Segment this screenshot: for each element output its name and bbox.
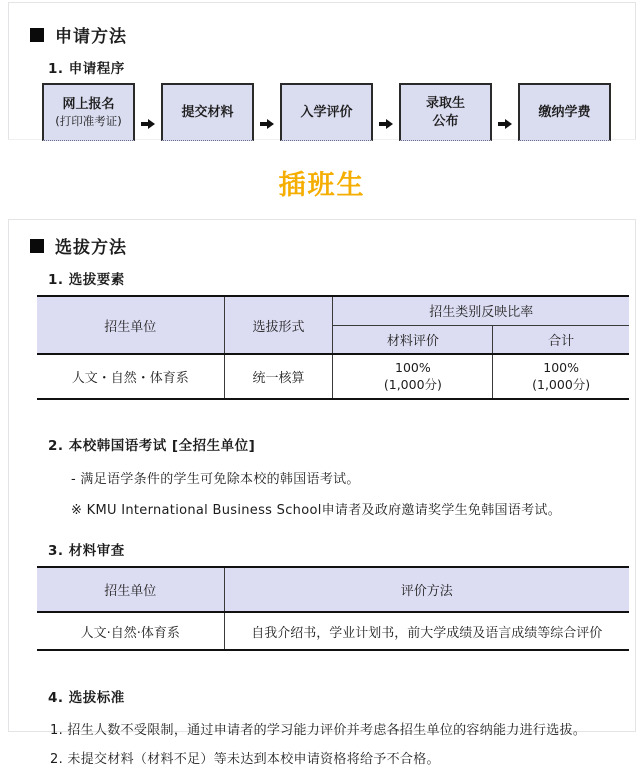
- col-header-admission-unit: 招生单位: [37, 296, 224, 354]
- flow-step-sublabel: (打印准考证): [55, 113, 122, 128]
- application-procedure-flowchart: [42, 83, 611, 141]
- col-header-ratio-group: 招生类别反映比率: [333, 296, 629, 325]
- korean-test-heading: 2. 本校韩国语考试 [全招生单位]: [48, 438, 256, 454]
- standards-item-2: 2. 未提交材料（材料不足）等未达到本校申请资格将给予不合格。: [50, 752, 440, 767]
- flow-step-label: 缴纳学费: [538, 104, 591, 120]
- flow-step-admission-evaluation: [280, 83, 373, 141]
- cell-admission-unit: 人文・自然・体育系: [71, 371, 189, 386]
- table-row: [37, 612, 629, 650]
- cell-evaluation-method: 自我介绍书，学业计划书，前大学成绩及语言成绩等综合评价: [224, 612, 629, 650]
- col-header-admission-unit: 招生单位: [37, 567, 224, 612]
- col-header-selection-form: 选拔形式: [224, 296, 333, 354]
- standards-heading: 4. 选拔标准: [48, 690, 125, 706]
- material-percent: 100%: [395, 359, 431, 375]
- cell-selection-form: 统一核算: [224, 354, 333, 399]
- flow-step-online-registration: [42, 83, 135, 141]
- selection-section-title: [9, 233, 635, 258]
- application-title-text: 申请方法: [55, 27, 127, 47]
- flow-step-submit-materials: [161, 83, 254, 141]
- col-header-material-evaluation: 材料评价: [333, 325, 493, 354]
- application-method-card: [8, 2, 636, 140]
- procedure-heading: 1. 申请程序: [48, 61, 125, 77]
- material-review-table: [37, 566, 629, 651]
- selection-title-text: 选拔方法: [55, 238, 127, 258]
- cell-total-ratio: [493, 354, 629, 399]
- transfer-student-banner: 插班生: [278, 170, 366, 201]
- cell-admission-unit: 人文·自然·体育系: [80, 625, 180, 641]
- black-square-bullet-icon: [30, 239, 44, 253]
- selection-factors-table: [37, 295, 629, 400]
- arrow-right-icon: [141, 119, 155, 129]
- flow-step-label: 入学评价: [300, 104, 353, 120]
- arrow-right-icon: [260, 119, 274, 129]
- flow-step-pay-tuition: [518, 83, 611, 141]
- korean-test-note-exemption: - 满足语学条件的学生可免除本校的韩国语考试。: [71, 472, 360, 487]
- table-row: [37, 354, 629, 399]
- arrow-right-icon: [498, 119, 512, 129]
- total-percent: 100%: [543, 359, 580, 375]
- flow-step-admitted-announcement: [399, 83, 492, 141]
- korean-test-note-kmu: ※ KMU International Business School申请者及政府邀请奖学生免韩国语考试。: [71, 503, 562, 518]
- standards-item-1: 1. 招生人数不受限制，通过申请者的学习能力评价并考虑各招生单位的容纳能力进行选拔。: [50, 723, 587, 738]
- flow-step-sublabel: 公布: [432, 113, 459, 129]
- total-score: (1,000分): [532, 376, 591, 392]
- black-square-bullet-icon: [30, 28, 44, 42]
- col-header-evaluation-method: 评价方法: [224, 567, 629, 612]
- material-review-heading: 3. 材料审查: [48, 543, 125, 559]
- flow-step-label: 网上报名: [62, 96, 115, 112]
- application-section-title: [9, 22, 635, 47]
- factors-heading: 1. 选拔要素: [48, 272, 125, 288]
- selection-method-card: [8, 219, 636, 767]
- cell-material-ratio: [333, 354, 493, 399]
- material-score: (1,000分): [383, 376, 442, 392]
- flow-step-label: 录取生: [425, 95, 465, 111]
- flow-step-label: 提交材料: [181, 104, 234, 120]
- col-header-total: 合计: [493, 325, 629, 354]
- arrow-right-icon: [379, 119, 393, 129]
